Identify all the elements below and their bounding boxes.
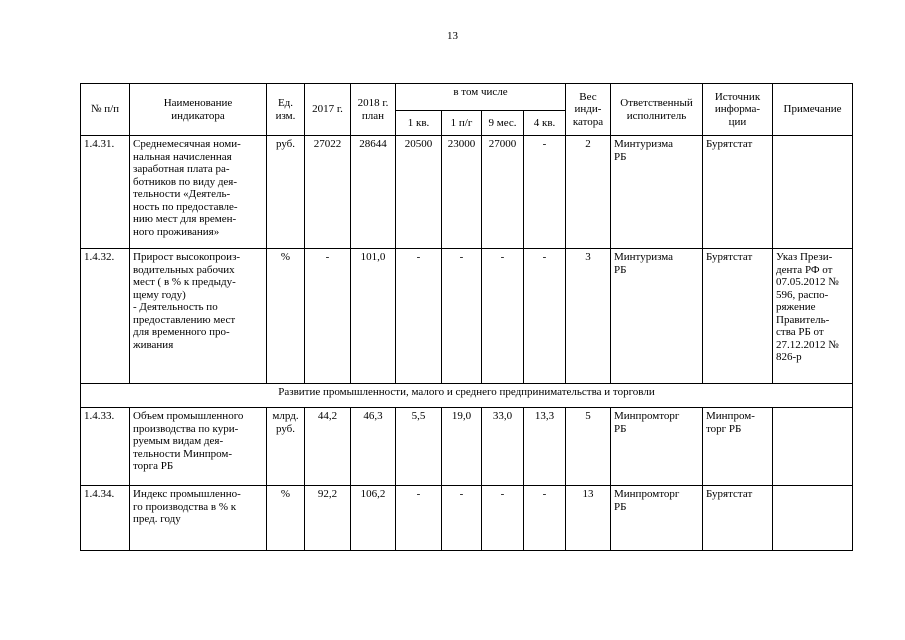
row-9m: - xyxy=(482,486,524,551)
col-note-header: Примечание xyxy=(773,84,853,136)
table-row xyxy=(81,486,853,551)
row-source: Бурятстат xyxy=(703,486,773,551)
col-source-header: Источник информа- ции xyxy=(703,84,773,136)
row-indicator-name: Индекс промышленно- го производства в % к пред. году xyxy=(130,486,267,551)
row-9m: 27000 xyxy=(482,136,524,249)
row-h1: 23000 xyxy=(442,136,482,249)
indicators-table xyxy=(80,83,853,551)
col-name-header: Наименование индикатора xyxy=(130,84,267,136)
row-2017: 92,2 xyxy=(305,486,351,551)
header-row xyxy=(81,84,853,111)
col-2017-header: 2017 г. xyxy=(305,84,351,136)
col-responsible-header: Ответственный исполнитель xyxy=(611,84,703,136)
row-weight: 13 xyxy=(566,486,611,551)
row-num: 1.4.32. xyxy=(81,249,130,384)
col-unit-header: Ед. изм. xyxy=(267,84,305,136)
row-num: 1.4.31. xyxy=(81,136,130,249)
row-h1: 19,0 xyxy=(442,408,482,486)
row-unit: млрд. руб. xyxy=(267,408,305,486)
row-note xyxy=(773,136,853,249)
row-responsible: Минпромторг РБ xyxy=(611,408,703,486)
row-q1: 20500 xyxy=(396,136,442,249)
row-responsible: Минтуризма РБ xyxy=(611,136,703,249)
table-row xyxy=(81,136,853,249)
row-q4: - xyxy=(524,249,566,384)
row-unit: руб. xyxy=(267,136,305,249)
row-2017: 27022 xyxy=(305,136,351,249)
row-2018: 101,0 xyxy=(351,249,396,384)
row-2017: 44,2 xyxy=(305,408,351,486)
row-responsible: Минтуризма РБ xyxy=(611,249,703,384)
col-including-header: в том числе xyxy=(396,84,566,111)
row-responsible: Минпромторг РБ xyxy=(611,486,703,551)
row-indicator-name: Среднемесячная номи- нальная начисленная заработная плата ра- ботников по виду дея- тельности «Деятель- ность по предоставле- нию мест для времен- ного проживания» xyxy=(130,136,267,249)
col-num-header: № п/п xyxy=(81,84,130,136)
row-num: 1.4.34. xyxy=(81,486,130,551)
section-title: Развитие промышленности, малого и среднего предпринимательства и торговли xyxy=(81,384,853,408)
row-9m: 33,0 xyxy=(482,408,524,486)
row-unit: % xyxy=(267,249,305,384)
row-q1: - xyxy=(396,486,442,551)
row-source: Бурятстат xyxy=(703,136,773,249)
row-source: Бурятстат xyxy=(703,249,773,384)
row-note xyxy=(773,408,853,486)
row-source: Минпром- торг РБ xyxy=(703,408,773,486)
col-q1-header: 1 кв. xyxy=(396,111,442,136)
row-unit: % xyxy=(267,486,305,551)
row-indicator-name: Прирост высокопроиз- водительных рабочих мест ( в % к предыду- щему году) - Деятельность по предоставлению мест для временного про- живания xyxy=(130,249,267,384)
col-2018-header: 2018 г. план xyxy=(351,84,396,136)
row-2018: 28644 xyxy=(351,136,396,249)
row-h1: - xyxy=(442,249,482,384)
row-num: 1.4.33. xyxy=(81,408,130,486)
table-row xyxy=(81,249,853,384)
row-note: Указ Прези- дента РФ от 07.05.2012 № 596, распо- ряжение Правитель- ства РБ от 27.12.2012 № 826-р xyxy=(773,249,853,384)
row-weight: 5 xyxy=(566,408,611,486)
table-row xyxy=(81,408,853,486)
row-2017: - xyxy=(305,249,351,384)
col-h1-header: 1 п/г xyxy=(442,111,482,136)
col-q4-header: 4 кв. xyxy=(524,111,566,136)
page-number: 13 xyxy=(447,30,458,42)
row-weight: 2 xyxy=(566,136,611,249)
row-q4: 13,3 xyxy=(524,408,566,486)
row-q4: - xyxy=(524,486,566,551)
row-weight: 3 xyxy=(566,249,611,384)
row-q1: 5,5 xyxy=(396,408,442,486)
row-note xyxy=(773,486,853,551)
row-q4: - xyxy=(524,136,566,249)
row-2018: 106,2 xyxy=(351,486,396,551)
row-2018: 46,3 xyxy=(351,408,396,486)
row-indicator-name: Объем промышленного производства по кури- руемым видам дея- тельности Минпром- торга РБ xyxy=(130,408,267,486)
section-row xyxy=(81,384,853,408)
row-q1: - xyxy=(396,249,442,384)
row-h1: - xyxy=(442,486,482,551)
row-9m: - xyxy=(482,249,524,384)
col-weight-header: Вес инди- катора xyxy=(566,84,611,136)
col-9m-header: 9 мес. xyxy=(482,111,524,136)
